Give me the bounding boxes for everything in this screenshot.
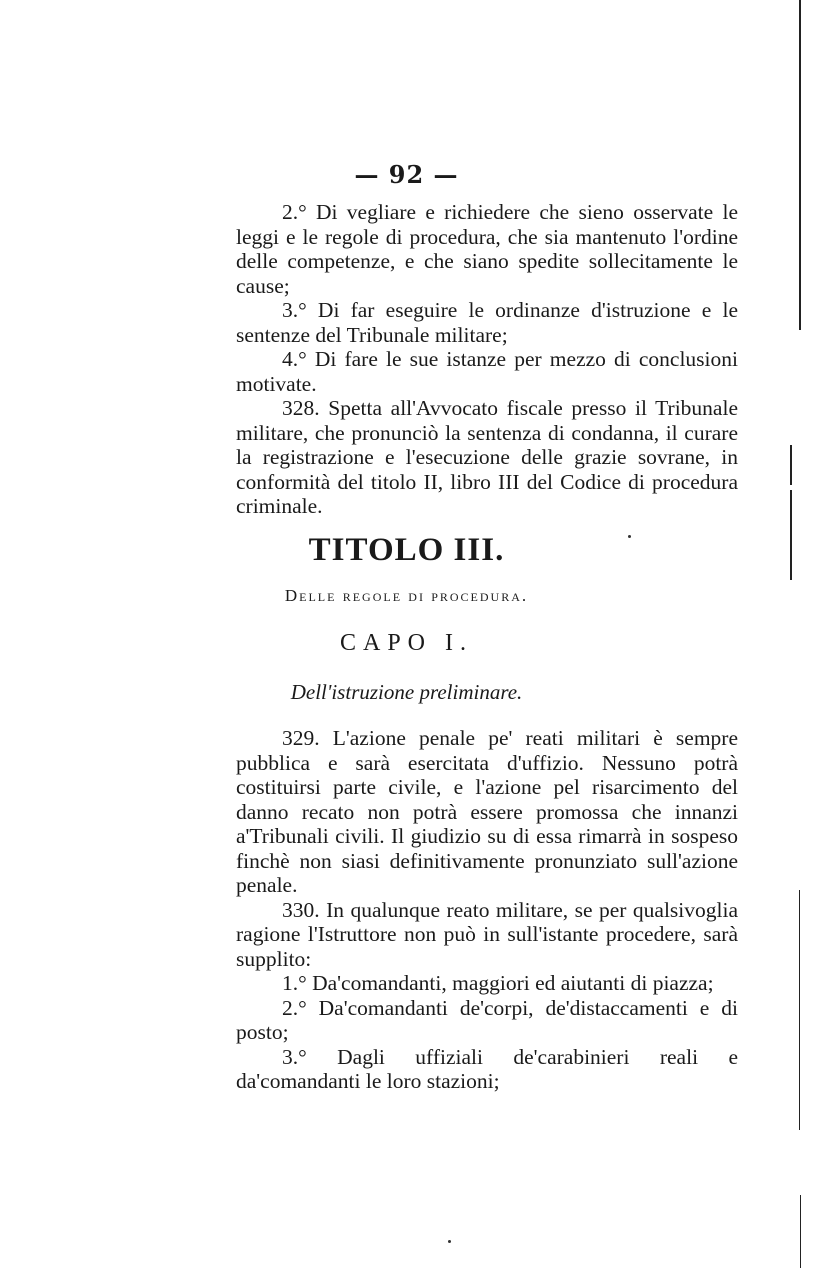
chapter-heading: CAPO I.	[339, 630, 473, 656]
speck	[628, 535, 631, 538]
subtitle-heading: Delle regole di procedura.	[284, 586, 529, 605]
title-heading: TITOLO III.	[308, 532, 505, 568]
paragraph: 3.° Dagli uffiziali de'carabinieri reali e da'comandanti le loro stazioni;	[236, 1044, 738, 1093]
paragraph: 329. L'azione penale pe' reati militari è sempre pubblica e sarà esercitata d'uffizio. Nessuno potrà costituirsi parte civile, e l'azione pel risarcimento del danno recato non potrà essere promossa che innanzi a'Tribunali civili. Il giudizio su di essa rimarrà in sospeso finchè non siasi definitivamente pronunziato sull'azione penale.	[236, 726, 738, 897]
text-block-top	[236, 200, 738, 519]
speck	[448, 1240, 451, 1243]
text-block-bottom	[236, 726, 738, 1094]
paragraph: 2.° Di vegliare e richiedere che sieno osservate le leggi e le regole di procedura, che sia mantenuto l'ordine delle competenze, e che siano spedite sollecitamente le cause;	[236, 200, 738, 298]
paragraph: 4.° Di fare le sue istanze per mezzo di conclusioni motivate.	[236, 347, 738, 396]
paragraph: 2.° Da'comandanti de'corpi, de'distaccamenti e di posto;	[236, 995, 738, 1044]
paragraph: 1.° Da'comandanti, maggiori ed aiutanti di piazza;	[282, 971, 714, 995]
paragraph: 328. Spetta all'Avvocato fiscale presso il Tribunale militare, che pronunciò la sentenza di condanna, il curare la registrazione e l'esecuzione delle grazie sovrane, in conformità del titolo II, libro III del Codice di procedura criminale.	[236, 396, 738, 518]
paragraph: 3.° Di far eseguire le ordinanze d'istruzione e le sentenze del Tribunale militare;	[236, 298, 738, 347]
paragraph: 330. In qualunque reato militare, se per qualsivoglia ragione l'Istruttore non può in sull'istante procedere, sarà supplito:	[236, 897, 738, 971]
page-number: — 92 —	[354, 160, 459, 189]
page-edge-line	[790, 445, 792, 485]
section-heading: Dell'istruzione preliminare.	[290, 680, 523, 704]
page-edge-line	[800, 1195, 801, 1268]
page-edge-line	[799, 890, 800, 1130]
